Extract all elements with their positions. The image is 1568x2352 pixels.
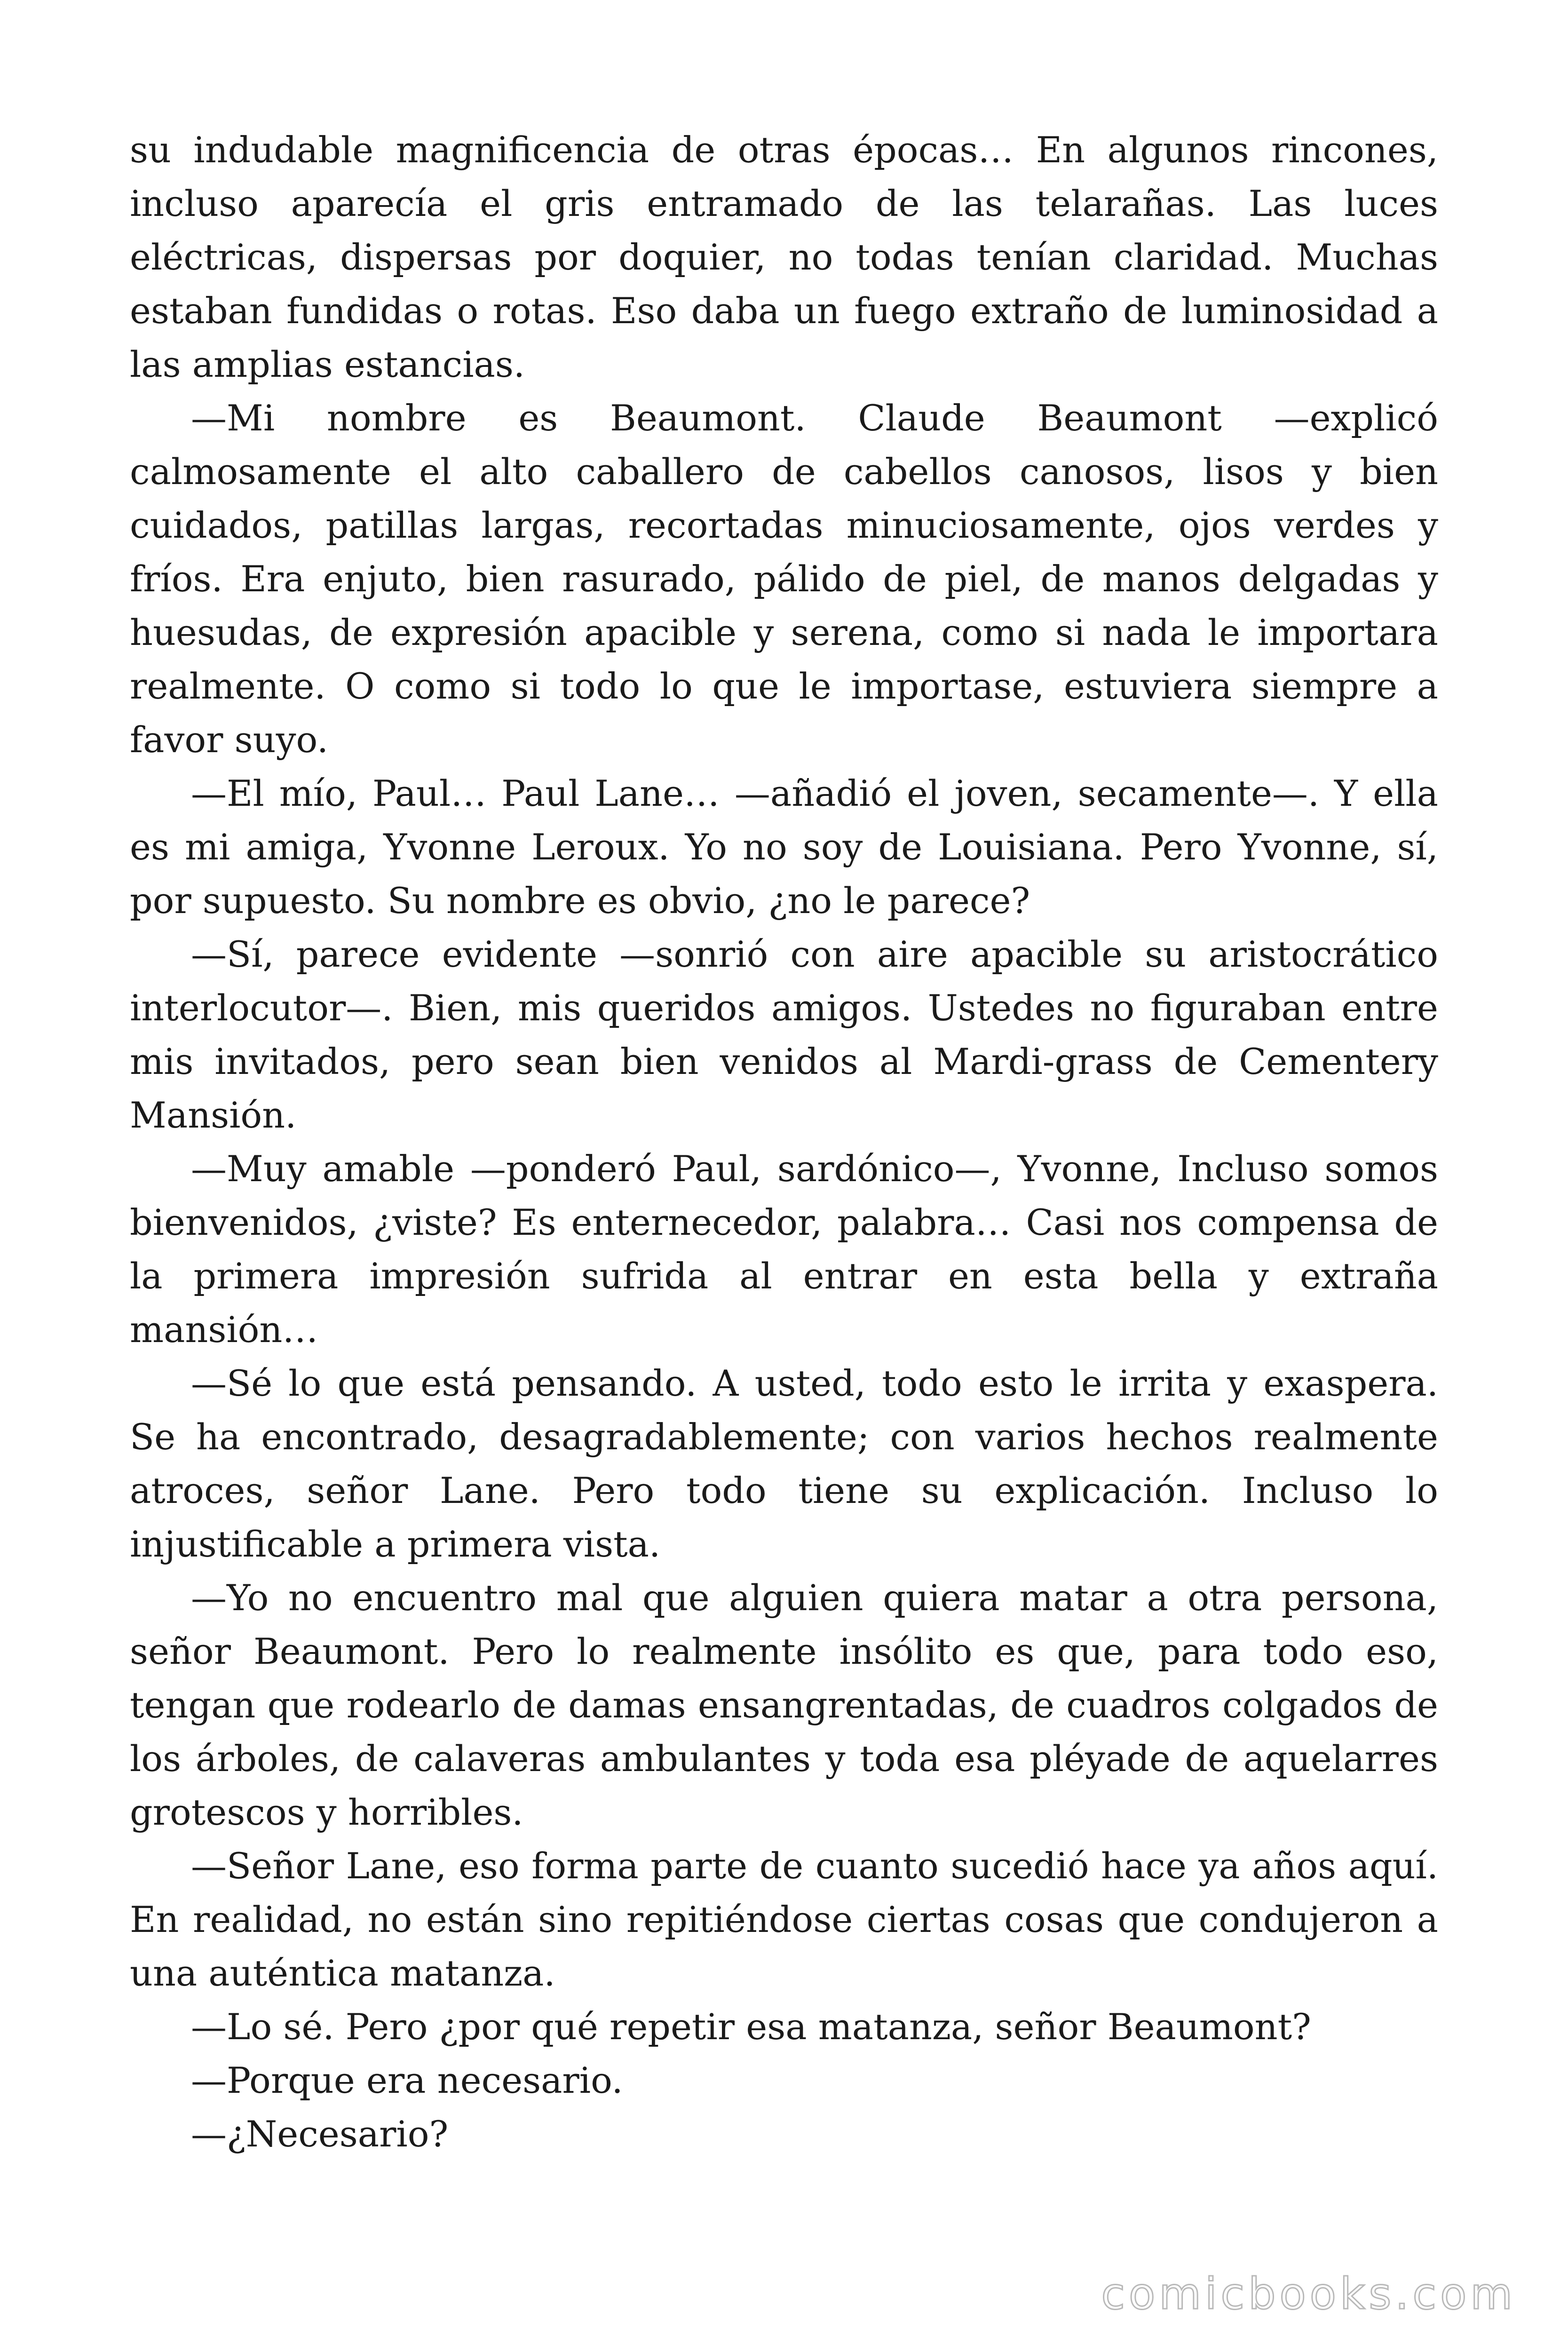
paragraph-2: —Mi nombre es Beaumont. Claude Beaumont —explicó calmosamente el alto caballero de cabellos canosos, lisos y bien cuidados, patillas largas, recortadas minuciosamente, ojos verdes y fríos. Era enjuto, bien rasurado, pálido de piel, de manos delgadas y huesudas, de expresión apacible y serena, como si nada le importara realmente. O como si todo lo que le importase, estuviera siempre a favor suyo. xyxy=(130,397,1438,761)
paragraph-5: —Muy amable —ponderó Paul, sardónico—, Yvonne, Incluso somos bienvenidos, ¿viste? Es enternecedor, palabra… Casi nos compensa de la primera impresión sufrida al entrar en esta bella y extraña mansión… xyxy=(130,1148,1438,1351)
paragraph-6: —Sé lo que está pensando. A usted, todo esto le irrita y exaspera. Se ha encontrado, desagradablemente; con varios hechos realmente atroces, señor Lane. Pero todo tiene su explicación. Incluso lo injustificable a primera vista. xyxy=(130,1362,1438,1565)
paragraph-9: —Lo sé. Pero ¿por qué repetir esa matanza, señor Beaumont? xyxy=(191,2006,1311,2048)
watermark-logo: comicbooks.com xyxy=(1101,2269,1516,2319)
paragraph-8: —Señor Lane, eso forma parte de cuanto sucedió hace ya años aquí. En realidad, no están sino repitiéndose ciertas cosas que condujeron a una auténtica matanza. xyxy=(130,1845,1438,1994)
paragraph-4: —Sí, parece evidente —sonrió con aire apacible su aristocrático interlocutor—. Bien, mis queridos amigos. Ustedes no figuraban entre mis invitados, pero sean bien venidos al Mardi-grass de Cementery Mansión. xyxy=(130,933,1438,1136)
paragraph-11: —¿Necesario? xyxy=(191,2113,449,2155)
paragraph-3: —El mío, Paul… Paul Lane… —añadió el joven, secamente—. Y ella es mi amiga, Yvonne Leroux. Yo no soy de Louisiana. Pero Yvonne, sí, por supuesto. Su nombre es obvio, ¿no le parece? xyxy=(130,772,1438,922)
paragraph-7: —Yo no encuentro mal que alguien quiera matar a otra persona, señor Beaumont. Pero lo realmente insólito es que, para todo eso, tengan que rodearlo de damas ensangrentadas, de cuadros colgados de los árboles, de calaveras ambulantes y toda esa pléyade de aquelarres grotescos y horribles. xyxy=(130,1577,1438,1833)
paragraph-1: su indudable magnificencia de otras épocas… En algunos rincones, incluso aparecía el gris entramado de las telarañas. Las luces eléctricas, dispersas por doquier, no todas tenían claridad. Muchas estaban fundidas o rotas. Eso daba un fuego extraño de luminosidad a las amplias estancias. xyxy=(130,129,1438,385)
paragraph-10: —Porque era necesario. xyxy=(191,2059,623,2101)
page-body xyxy=(130,123,1438,2161)
